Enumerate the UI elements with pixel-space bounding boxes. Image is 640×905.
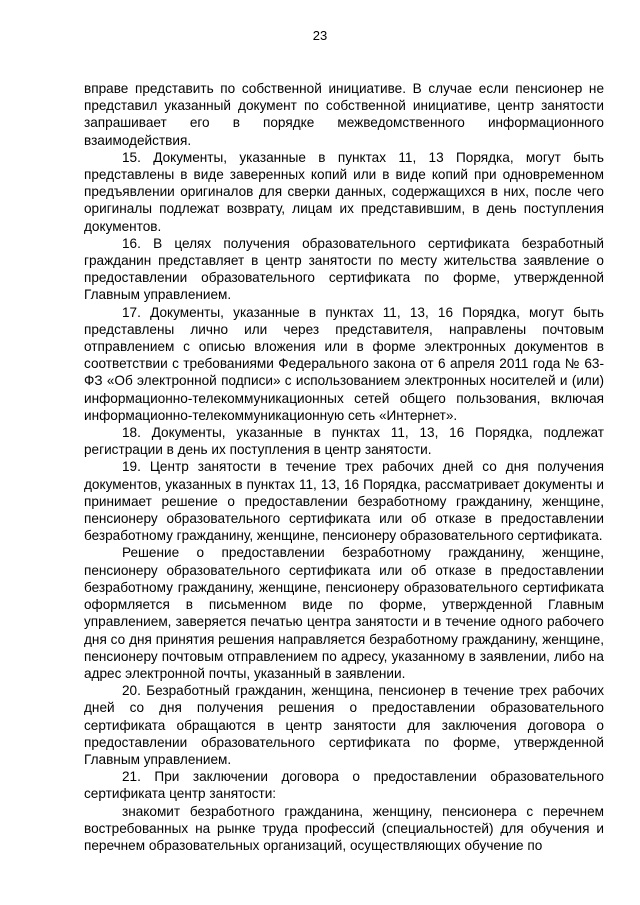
paragraph-21: 21. При заключении договора о предоставлении образовательного сертификата центр занятости: — [84, 769, 604, 802]
document-body — [84, 80, 604, 854]
paragraph-19: 19. Центр занятости в течение трех рабочих дней со дня получения документов, указанных в пунктах 11, 13, 16 Порядка, рассматривает документы и принимает решение о предоставлении безработному гражданину, женщине, пенсионеру образовательного сертификата или об отказе в предоставлении безработному гражданину, женщине, пенсионеру образовательного сертификата. — [84, 459, 604, 544]
paragraph-20: 20. Безработный гражданин, женщина, пенсионер в течение трех рабочих дней со дня получения решения о предоставлении образовательного сертификата обращаются в центр занятости для заключения договора о предоставлении образовательного сертификата по форме, утвержденной Главным управлением. — [84, 683, 604, 767]
paragraph-19-decision: Решение о предоставлении безработному гражданину, женщине, пенсионеру образовательного сертификата или об отказе в предоставлении безработному гражданину, женщине, пенсионеру образовательного сертификата оформляется в письменном виде по форме, утвержденной Главным управлением, заверяется печатью центра занятости и в течение одного рабочего дня со дня принятия решения направляется безработному гражданину, женщине, пенсионеру почтовым отправлением по адресу, указанному в заявлении, либо на адрес электронной почты, указанный в заявлении. — [84, 545, 604, 681]
paragraph-15: 15. Документы, указанные в пунктах 11, 13 Порядка, могут быть представлены в виде заверенных копий или в виде копий при одновременном предъявлении оригиналов для сверки данных, содержащихся в них, после чего оригиналы подлежат возврату, лицам их представившим, в день поступления документов. — [84, 149, 604, 234]
paragraph-18: 18. Документы, указанные в пунктах 11, 13, 16 Порядка, подлежат регистрации в день их поступления в центр занятости. — [84, 425, 604, 458]
paragraph-17: 17. Документы, указанные в пунктах 11, 13, 16 Порядка, могут быть представлены лично или через представителя, направлены почтовым отправлением с описью вложения или в форме электронных документов в соответствии с требованиями Федерального закона от 6 апреля 2011 года № 63-ФЗ «Об электронной подписи» с использованием электронных носителей и (или) информационно-телекоммуникационных сетей общего пользования, включая информационно-телекоммуникационную сеть «Интернет». — [84, 304, 604, 423]
paragraph-16: 16. В целях получения образовательного сертификата безработный гражданин представляет в центр занятости по месту жительства заявление о предоставлении образовательного сертификата по форме, утвержденной Главным управлением. — [84, 235, 604, 303]
paragraph-continuation: вправе представить по собственной инициативе. В случае если пенсионер не представил указанный документ по собственной инициативе, центр занятости запрашивает его в порядке межведомственного информационного взаимодействия. — [84, 81, 604, 148]
page-number: 23 — [312, 28, 328, 43]
paragraph-21-item: знакомит безработного гражданина, женщину, пенсионера с перечнем востребованных на рынке труда профессий (специальностей) для обучения и перечнем образовательных организаций, осуществляющих обучение по — [84, 803, 604, 853]
